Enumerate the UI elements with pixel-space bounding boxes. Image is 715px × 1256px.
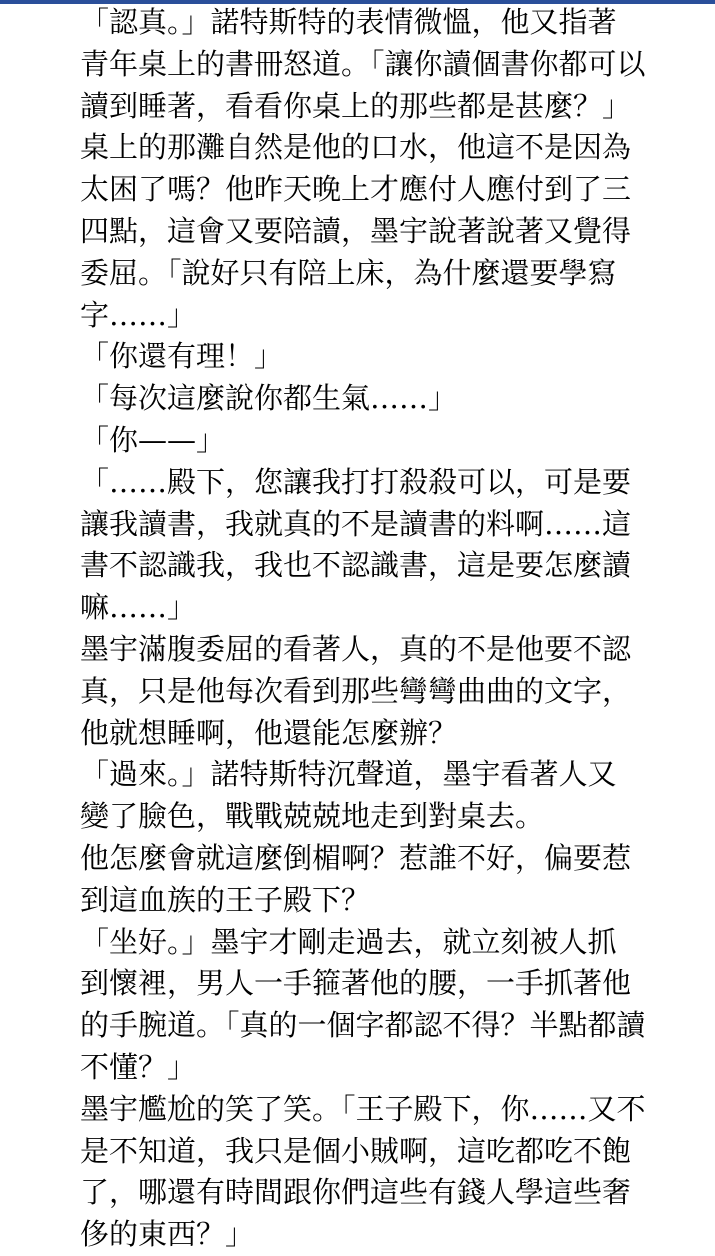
text-line: 墨宇尷尬的笑了笑。「王子殿下，你……又不 bbox=[80, 1091, 646, 1126]
text-line: 了，哪還有時間跟你們這些有錢人學這些奢 bbox=[80, 1175, 632, 1210]
text-line: 「你——」 bbox=[80, 422, 226, 457]
text-line: 的手腕道。「真的一個字都認不得？半點都讀 bbox=[80, 1008, 646, 1043]
text-line: 青年桌上的書冊怒道。「讓你讀個書你都可以 bbox=[80, 46, 646, 81]
text-line: 「每次這麼說你都生氣……」 bbox=[80, 381, 458, 416]
text-line: 書不認識我，我也不認識書，這是要怎麼讀 bbox=[80, 548, 632, 583]
text-line: 「認真。」諾特斯特的表情微慍，他又指著 bbox=[80, 5, 617, 39]
text-line: 字……」 bbox=[80, 297, 197, 332]
text-line: 不懂？」 bbox=[80, 1049, 197, 1084]
text-line: 太困了嗎？他昨天晚上才應付人應付到了三 bbox=[80, 172, 632, 207]
text-line: 「……殿下，您讓我打打殺殺可以，可是要 bbox=[80, 464, 632, 499]
text-line: 變了臉色，戰戰兢兢地走到對桌去。 bbox=[80, 799, 545, 834]
text-line: 讀到睡著，看看你桌上的那些都是甚麼？」 bbox=[80, 88, 632, 123]
text-line: 嘛……」 bbox=[80, 590, 197, 625]
text-line: 四點，這會又要陪讀，墨宇說著說著又覺得 bbox=[80, 213, 632, 248]
text-line: 侈的東西？」 bbox=[80, 1217, 255, 1252]
text-line: 他就想睡啊，他還能怎麼辦？ bbox=[80, 715, 458, 750]
text-line: 讓我讀書，我就真的不是讀書的料啊……這 bbox=[80, 506, 632, 541]
text-line: 「坐好。」墨宇才剛走過去，就立刻被人抓 bbox=[80, 924, 617, 959]
text-line: 是不知道，我只是個小賊啊，這吃都吃不飽 bbox=[80, 1133, 632, 1168]
text-line: 委屈。「說好只有陪上床，為什麼還要學寫 bbox=[80, 255, 617, 290]
text-line: 到這血族的王子殿下？ bbox=[80, 882, 371, 917]
text-line: 他怎麼會就這麼倒楣啊？惹誰不好，偏要惹 bbox=[80, 840, 632, 875]
text-line: 墨宇滿腹委屈的看著人，真的不是他要不認 bbox=[80, 631, 632, 666]
text-line: 桌上的那灘自然是他的口水，他這不是因為 bbox=[80, 130, 632, 165]
reader-text-column bbox=[80, 2, 650, 1256]
text-line: 真，只是他每次看到那些彎彎曲曲的文字， bbox=[80, 673, 632, 708]
text-line: 「你還有理！」 bbox=[80, 339, 284, 374]
text-line: 「過來。」諾特斯特沉聲道，墨宇看著人又 bbox=[80, 757, 617, 792]
text-line: 到懷裡，男人一手箍著他的腰，一手抓著他 bbox=[80, 966, 632, 1001]
